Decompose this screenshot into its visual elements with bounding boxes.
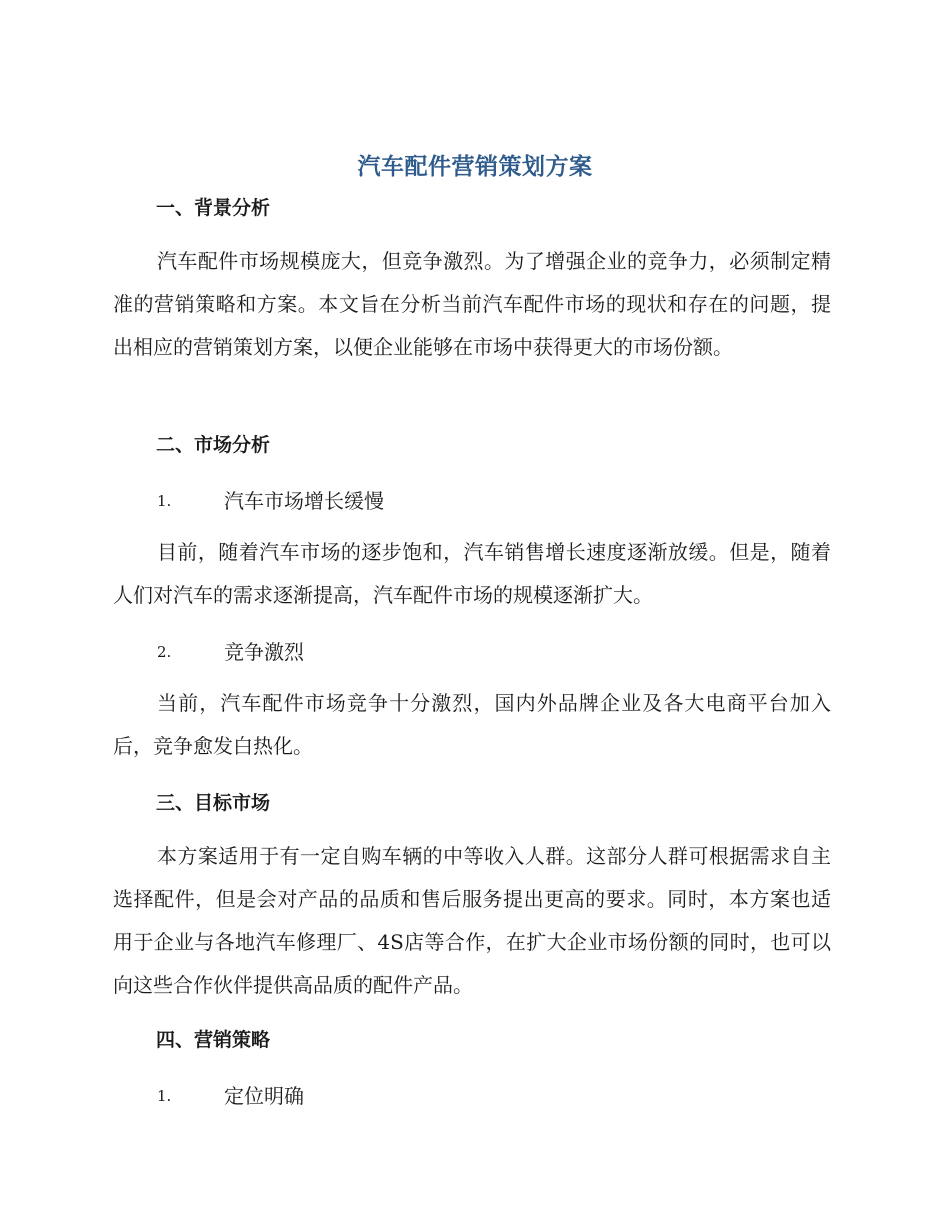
paragraph-market-2: 当前，汽车配件市场竞争十分激烈，国内外品牌企业及各大电商平台加入后，竞争愈发白热化。 xyxy=(113,691,831,758)
section-heading-background: 一、背景分析 xyxy=(156,197,271,219)
section-heading-market: 二、市场分析 xyxy=(156,434,271,456)
list-item-market-1 xyxy=(157,485,384,514)
list-item-number: 2. xyxy=(157,643,172,661)
paragraph-target-market: 本方案适用于有一定自购车辆的中等收入人群。这部分人群可根据需求自主选择配件，但是会对产品的品质和售后服务提出更高的要求。同时，本方案也适用于企业与各地汽车修理厂、4S店等合作，在扩大企业市场份额的同时，也可以向这些合作伙伴提供高品质的配件产品。 xyxy=(113,844,831,997)
list-item-strategy-1 xyxy=(157,1080,304,1109)
list-item-title: 竞争激烈 xyxy=(224,640,304,664)
paragraph-market-1: 目前，随着汽车市场的逐步饱和，汽车销售增长速度逐渐放缓。但是，随着人们对汽车的需求逐渐提高，汽车配件市场的规模逐渐扩大。 xyxy=(113,540,831,607)
section-heading-marketing-strategy: 四、营销策略 xyxy=(156,1029,271,1051)
list-item-market-2 xyxy=(157,636,304,665)
section-heading-target-market: 三、目标市场 xyxy=(156,792,271,814)
list-item-title: 定位明确 xyxy=(224,1084,304,1108)
document-title: 汽车配件营销策划方案 xyxy=(357,154,593,180)
list-item-title: 汽车市场增长缓慢 xyxy=(224,489,384,513)
list-item-number: 1. xyxy=(157,492,172,510)
paragraph-background: 汽车配件市场规模庞大，但竞争激烈。为了增强企业的竞争力，必须制定精准的营销策略和方案。本文旨在分析当前汽车配件市场的现状和存在的问题，提出相应的营销策划方案，以便企业能够在市场中获得更大的市场份额。 xyxy=(113,249,831,359)
list-item-number: 1. xyxy=(157,1087,172,1105)
